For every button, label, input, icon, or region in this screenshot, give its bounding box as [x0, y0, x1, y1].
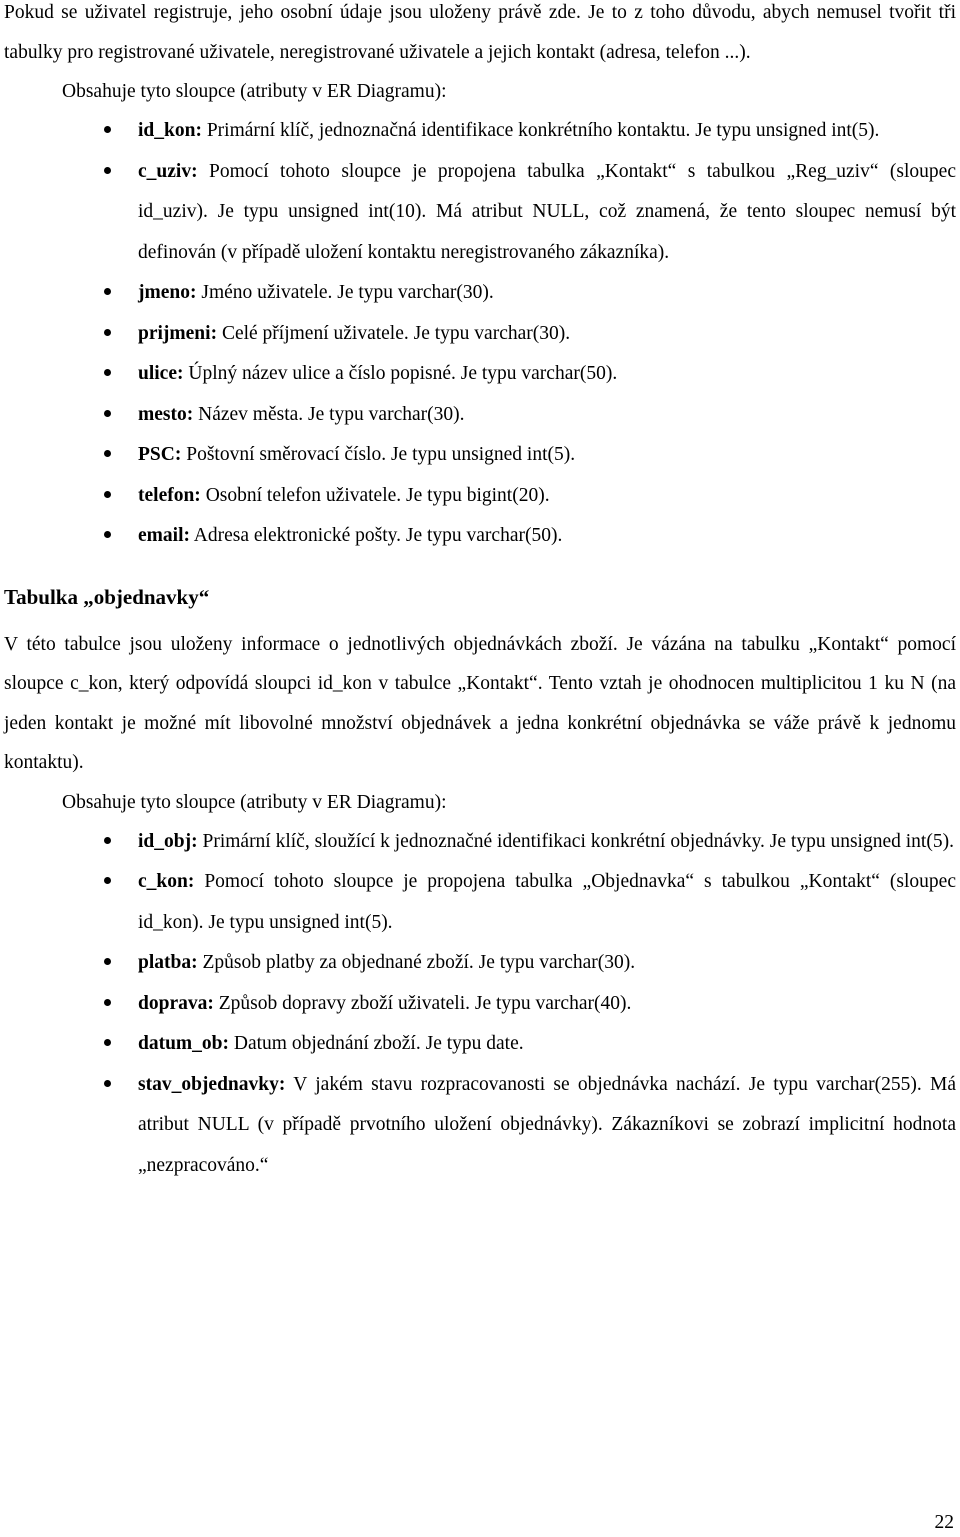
objednavky-columns-list [4, 822, 956, 1187]
list-item: mesto: Název města. Je typu varchar(30). [4, 395, 956, 436]
list-item: stav_objednavky: V jakém stavu rozpracovanosti se objednávka nachází. Je typu varchar(255). Má atribut NULL (v případě prvotního uložení objednávky). Zákazníkovi se zobrazí implicitní hodnota „nezpracováno.“ [4, 1065, 956, 1187]
intro-paragraph: Pokud se uživatel registruje, jeho osobní údaje jsou uloženy právě zde. Je to z toho důvodu, abych nemusel tvořit tři tabulky pro registrované uživatele, neregistrované uživatele a jejich kontakt (adresa, telefon ...). [4, 2, 956, 63]
list-item: id_kon: Primární klíč, jednoznačná identifikace konkrétního kontaktu. Je typu unsigned int(5). [4, 111, 956, 152]
page-number: 22 [934, 1512, 954, 1533]
section-heading: Tabulka „objednavky“ [4, 584, 210, 609]
list-item: jmeno: Jméno uživatele. Je typu varchar(30). [4, 273, 956, 314]
document-page [4, 0, 956, 1186]
columns-intro: Obsahuje tyto sloupce (atributy v ER Diagramu): [62, 791, 447, 813]
list-item: prijmeni: Celé příjmení uživatele. Je typu varchar(30). [4, 314, 956, 355]
section-paragraph: V této tabulce jsou uloženy informace o jednotlivých objednávkách zboží. Je vázána na tabulku „Kontakt“ pomocí sloupce c_kon, který odpovídá sloupci id_kon v tabulce „Kontakt“. Tento vztah je ohodnocen multiplicitou 1 ku N (na jeden kontakt je možné mít libovolné množství objednávek a jedna konkrétní objednávka se váže právě k jednomu kontaktu). [4, 633, 956, 773]
list-item: id_obj: Primární klíč, sloužící k jednoznačné identifikaci konkrétní objednávky. Je typu unsigned int(5). [4, 822, 956, 863]
list-item: ulice: Úplný název ulice a číslo popisné. Je typu varchar(50). [4, 354, 956, 395]
list-item: PSC: Poštovní směrovací číslo. Je typu unsigned int(5). [4, 435, 956, 476]
list-item: email: Adresa elektronické pošty. Je typu varchar(50). [4, 516, 956, 557]
list-item: doprava: Způsob dopravy zboží uživateli. Je typu varchar(40). [4, 984, 956, 1025]
list-item: datum_ob: Datum objednání zboží. Je typu date. [4, 1024, 956, 1065]
list-item: c_uziv: Pomocí tohoto sloupce je propojena tabulka „Kontakt“ s tabulkou „Reg_uziv“ (sloupec id_uziv). Je typu unsigned int(10). Má atribut NULL, což znamená, že tento sloupec nemusí být definován (v případě uložení kontaktu neregistrovaného zákazníka). [4, 152, 956, 274]
columns-intro: Obsahuje tyto sloupce (atributy v ER Diagramu): [62, 81, 447, 102]
list-item: platba: Způsob platby za objednané zboží. Je typu varchar(30). [4, 943, 956, 984]
kontakt-columns-list [4, 111, 956, 557]
list-item: c_kon: Pomocí tohoto sloupce je propojena tabulka „Objednavka“ s tabulkou „Kontakt“ (sloupec id_kon). Je typu unsigned int(5). [4, 862, 956, 943]
list-item: telefon: Osobní telefon uživatele. Je typu bigint(20). [4, 476, 956, 517]
